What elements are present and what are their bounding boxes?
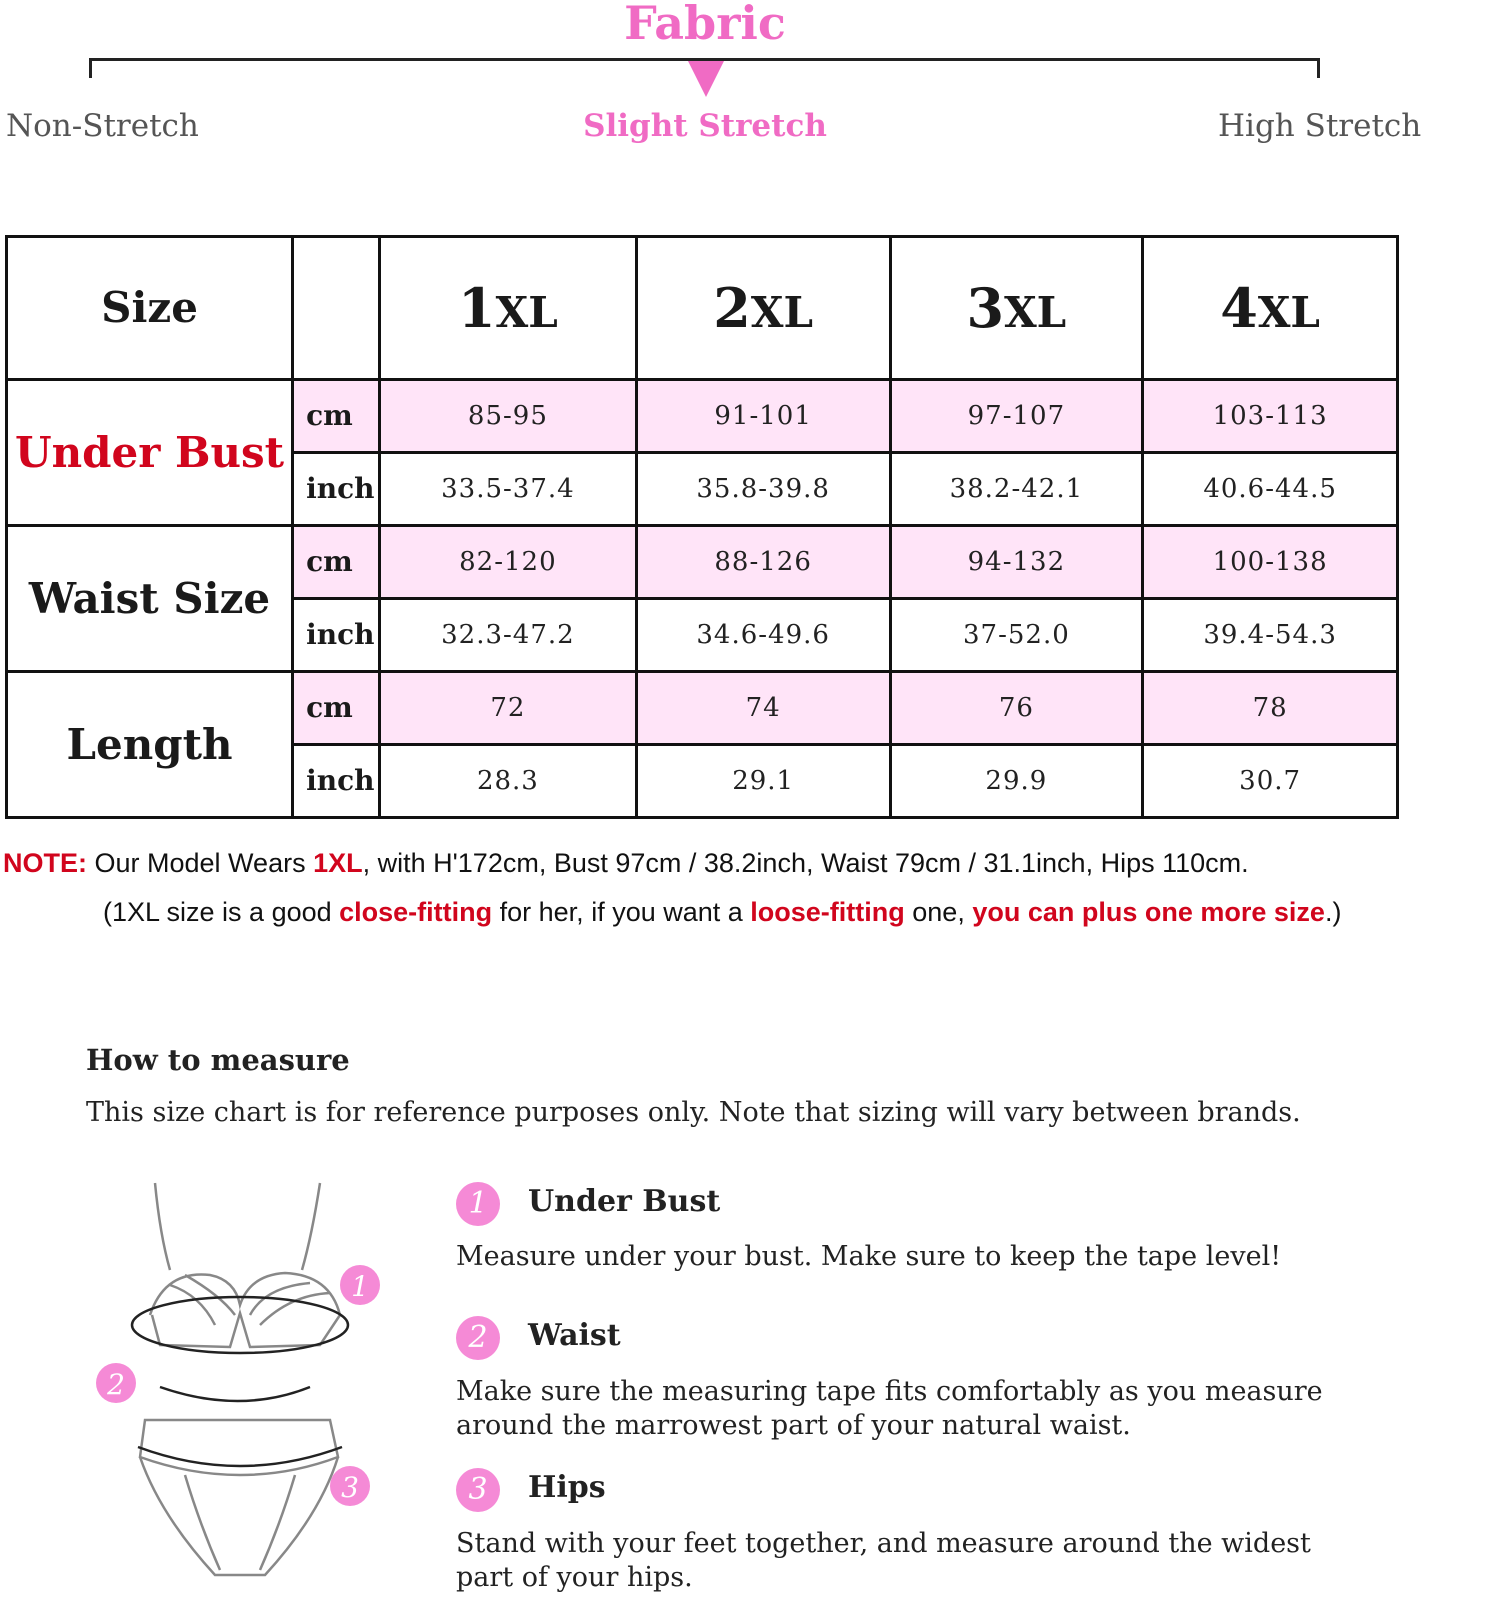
- table-cell: 38.2-42.1: [890, 452, 1143, 525]
- table-cell: 91-101: [636, 379, 890, 452]
- table-cell: 37-52.0: [890, 598, 1143, 671]
- illus-badge-2: [96, 1363, 136, 1403]
- how-to-measure-title: How to measure: [86, 1043, 350, 1077]
- unit-cm: cm: [293, 671, 380, 744]
- table-cell: 88-126: [636, 525, 890, 598]
- scale-label-high-stretch: High Stretch: [1218, 108, 1422, 144]
- table-row: [7, 671, 1398, 744]
- size-table: [5, 235, 1399, 819]
- bra-outline-icon: [150, 1183, 340, 1347]
- table-cell: 34.6-49.6: [636, 598, 890, 671]
- row-label-under-bust: Under Bust: [7, 379, 293, 525]
- table-cell: 82-120: [380, 525, 637, 598]
- illus-badge-1: [340, 1265, 380, 1305]
- hips-tape: [138, 1447, 342, 1466]
- scale-indicator-icon: [688, 61, 724, 97]
- size-header: Size: [7, 237, 293, 380]
- table-cell: 39.4-54.3: [1143, 598, 1398, 671]
- table-cell: 40.6-44.5: [1143, 452, 1398, 525]
- step-1-title: Under Bust: [528, 1184, 721, 1219]
- step-3-badge: 3: [456, 1468, 500, 1512]
- table-cell: 33.5-37.4: [380, 452, 637, 525]
- table-cell: 29.1: [636, 744, 890, 817]
- unit-inch: inch: [293, 598, 380, 671]
- fit-note: (1XL size is a good close-fitting for her, if you want a loose-fitting one, you can plus one more size.): [103, 897, 1342, 927]
- step-2-badge: 2: [456, 1316, 500, 1360]
- table-cell: 28.3: [380, 744, 637, 817]
- column-header-3xl: 3XL: [890, 237, 1143, 380]
- table-cell: 103-113: [1143, 379, 1398, 452]
- table-header-row: [7, 237, 1398, 380]
- model-note: NOTE: Our Model Wears 1XL, with H'172cm, Bust 97cm / 38.2inch, Waist 79cm / 31.1inch, Hips 110cm.: [3, 848, 1249, 878]
- table-cell: 74: [636, 671, 890, 744]
- table-cell: 72: [380, 671, 637, 744]
- unit-inch: inch: [293, 744, 380, 817]
- column-header-2xl: 2XL: [636, 237, 890, 380]
- table-cell: 85-95: [380, 379, 637, 452]
- unit-cm: cm: [293, 379, 380, 452]
- table-cell: 100-138: [1143, 525, 1398, 598]
- scale-label-non-stretch: Non-Stretch: [6, 108, 199, 144]
- fabric-title: Fabric: [624, 0, 786, 50]
- bottom-outline-icon: [140, 1420, 338, 1575]
- table-cell: 32.3-47.2: [380, 598, 637, 671]
- step-2-title: Waist: [528, 1318, 621, 1353]
- step-3-text: Stand with your feet together, and measure around the widest part of your hips.: [456, 1528, 1311, 1593]
- row-label-waist-size: Waist Size: [7, 525, 293, 671]
- how-to-measure-subtitle: This size chart is for reference purposes only. Note that sizing will vary between brands.: [86, 1097, 1301, 1128]
- svg-text:3: 3: [341, 1471, 359, 1504]
- table-cell: 94-132: [890, 525, 1143, 598]
- table-row: [7, 525, 1398, 598]
- step-2-text: Make sure the measuring tape fits comfortably as you measure around the marrowest part of your natural waist.: [456, 1376, 1323, 1441]
- table-row: [7, 379, 1398, 452]
- unit-header: [293, 237, 380, 380]
- svg-text:1: 1: [351, 1270, 369, 1303]
- unit-inch: inch: [293, 452, 380, 525]
- step-3-title: Hips: [528, 1470, 606, 1505]
- table-cell: 30.7: [1143, 744, 1398, 817]
- table-cell: 78: [1143, 671, 1398, 744]
- step-1-badge: 1: [456, 1182, 500, 1226]
- row-label-length: Length: [7, 671, 293, 817]
- waist-tape: [160, 1387, 310, 1401]
- table-cell: 97-107: [890, 379, 1143, 452]
- column-header-1xl: 1XL: [380, 237, 637, 380]
- table-cell: 76: [890, 671, 1143, 744]
- scale-label-slight-stretch: Slight Stretch: [583, 108, 827, 144]
- illus-badge-3: [330, 1466, 370, 1506]
- svg-text:2: 2: [107, 1368, 125, 1401]
- table-cell: 29.9: [890, 744, 1143, 817]
- table-cell: 35.8-39.8: [636, 452, 890, 525]
- bikini-measure-illustration: [90, 1175, 390, 1595]
- step-1-text: Measure under your bust. Make sure to keep the tape level!: [456, 1241, 1282, 1272]
- unit-cm: cm: [293, 525, 380, 598]
- column-header-4xl: 4XL: [1143, 237, 1398, 380]
